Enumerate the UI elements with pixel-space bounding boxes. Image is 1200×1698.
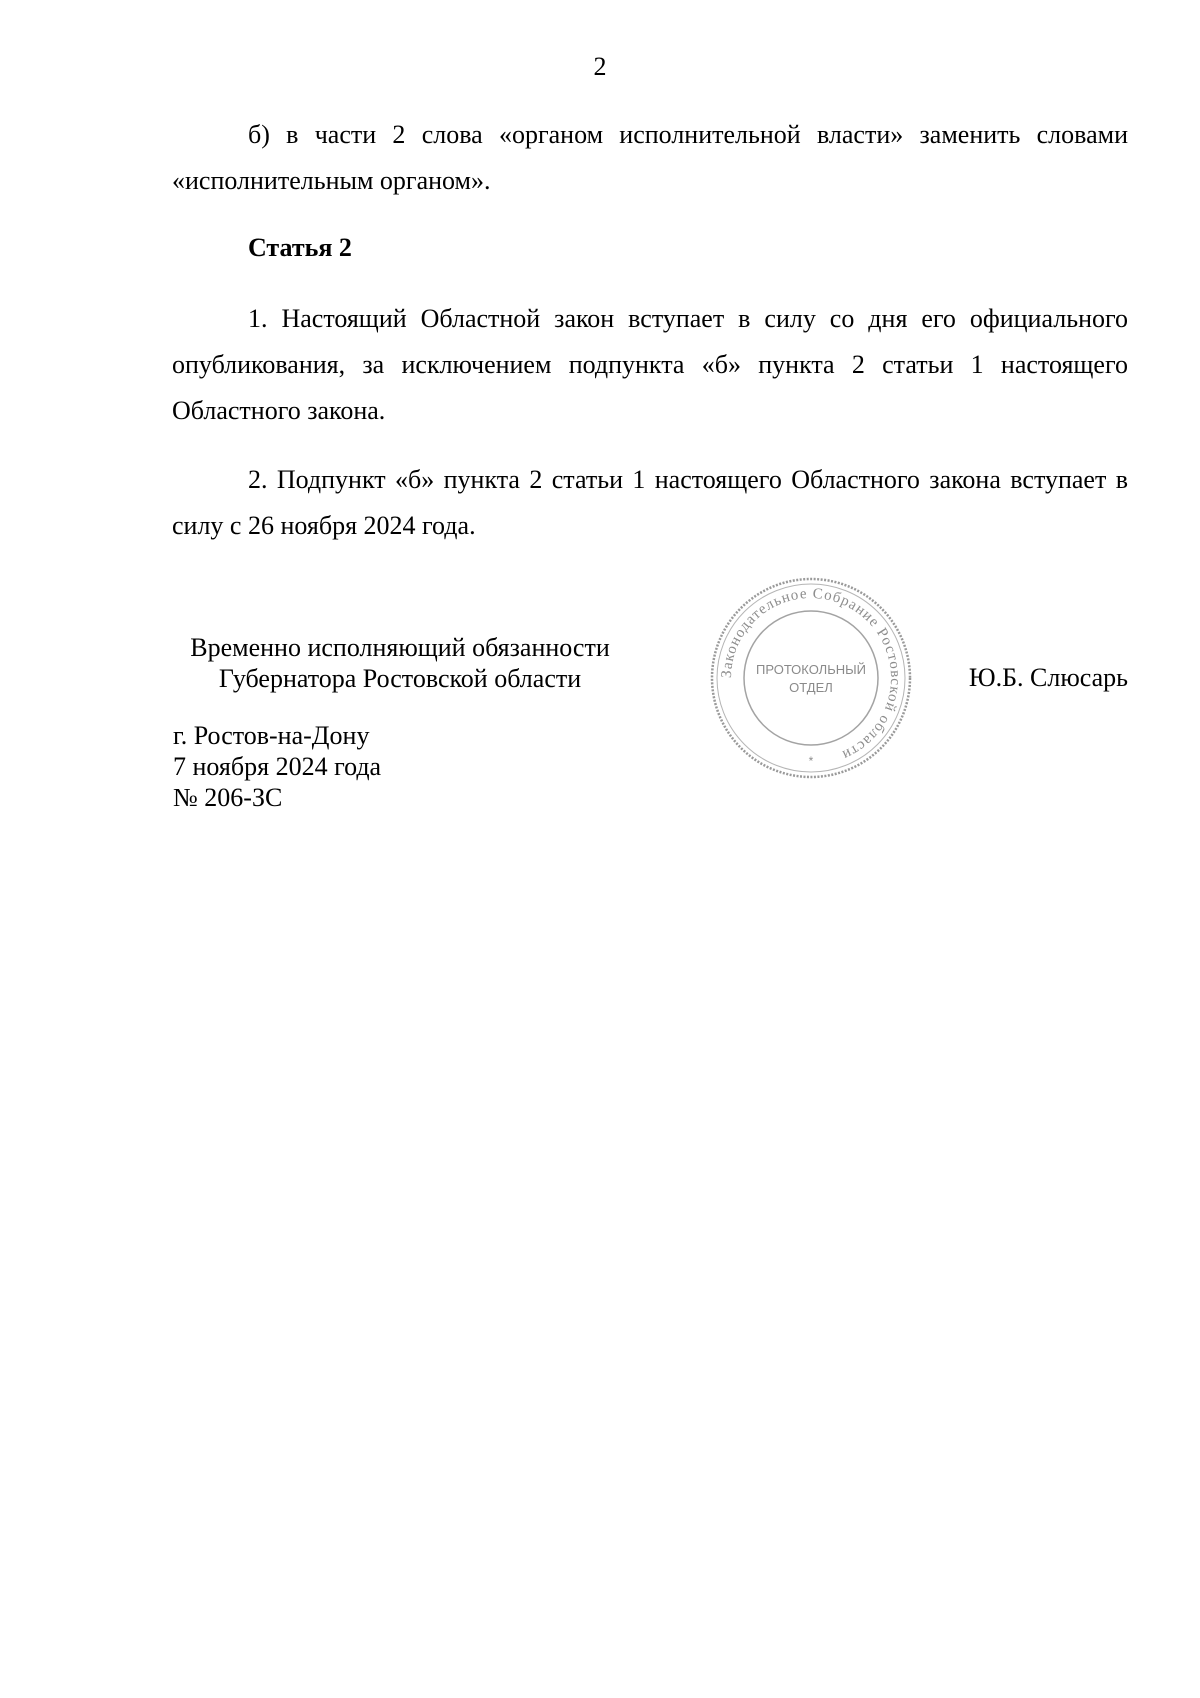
paragraph-clause-1 bbox=[172, 296, 1128, 434]
official-stamp bbox=[708, 575, 914, 781]
paragraph-item-b bbox=[172, 112, 1128, 204]
page-number: 2 bbox=[593, 52, 607, 81]
signer-position-line-2: Губернатора Ростовской области bbox=[218, 664, 582, 693]
stamp-inner-line-1: ПРОТОКОЛЬНЫЙ bbox=[755, 662, 867, 677]
document-number: № 206-ЗС bbox=[173, 783, 283, 812]
city: г. Ростов-на-Дону bbox=[173, 721, 370, 750]
place-date-block bbox=[173, 720, 381, 813]
signer-name: Ю.Б. Слюсарь bbox=[968, 663, 1128, 692]
stamp-star: * bbox=[808, 754, 814, 768]
paragraph-clause-2 bbox=[172, 457, 1128, 549]
signer-position-line-1: Временно исполняющий обязанности bbox=[190, 633, 610, 662]
stamp-inner-line-2: ОТДЕЛ bbox=[789, 680, 833, 695]
paragraph-clause-2-text: 2. Подпункт «б» пункта 2 статьи 1 настоящего Областного закона вступает в силу с 26 ноября 2024 года. bbox=[172, 465, 1128, 540]
stamp-outer-text: Законодательное Собрание Ростовской области bbox=[718, 585, 904, 764]
article-heading: Статья 2 bbox=[248, 233, 352, 262]
signer-position bbox=[160, 632, 640, 694]
paragraph-clause-1-text: 1. Настоящий Областной закон вступает в силу со дня его официального опубликования, за исключением подпункта «б» пункта 2 статьи 1 настоящего Областного закона. bbox=[172, 304, 1128, 425]
paragraph-item-b-text: б) в части 2 слова «органом исполнительной власти» заменить словами «исполнительным органом». bbox=[172, 120, 1128, 195]
document-date: 7 ноября 2024 года bbox=[173, 752, 382, 781]
